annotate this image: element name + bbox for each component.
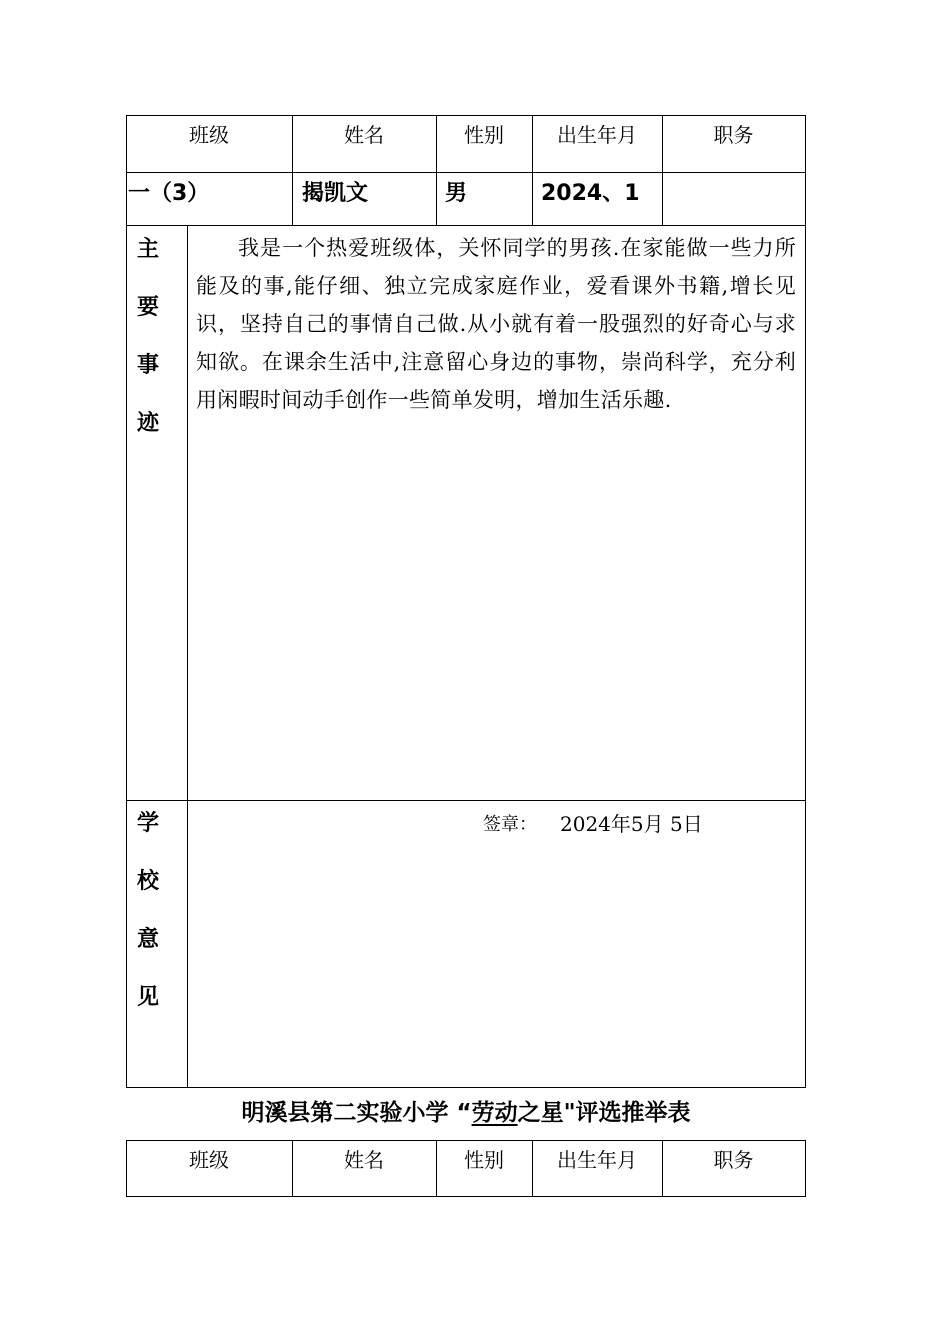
stamp-date: 2024年5月 5日 (560, 812, 703, 836)
cell-name: 揭凯文 (302, 181, 369, 206)
header-name: 姓名 (344, 123, 384, 147)
table2-header-gender: 性别 (464, 1148, 504, 1172)
header-class: 班级 (189, 123, 229, 147)
header-position: 职务 (713, 123, 754, 147)
form-title: 明溪县第二实验小学 “劳动之星"评选推举表 (241, 1100, 691, 1126)
cell-birth: 2024、1 (541, 181, 640, 206)
header-birth: 出生年月 (557, 123, 637, 147)
opinion-label: 学 校 意 见 (136, 811, 159, 1010)
header-gender: 性别 (464, 123, 504, 147)
table2-header-name: 姓名 (344, 1148, 384, 1172)
table2-header-class: 班级 (189, 1148, 229, 1172)
deeds-label: 主 要 事 迹 (136, 237, 159, 436)
cell-gender: 男 (445, 181, 468, 206)
table2-header-birth: 出生年月 (557, 1148, 637, 1172)
stamp-label: 签章： (483, 814, 537, 835)
cell-class: 一（3） (128, 181, 210, 206)
deeds-text: 我是一个热爱班级体，关怀同学的男孩.在家能做一些力所能及的事,能仔细、独立完成家庭作业，爱看课外书籍,增长见识，坚持自己的事情自己做.从小就有着一股强烈的好奇心与求知欲。在课余生活中,注意留心身边的事物，崇尚科学，充分利用闲暇时间动手创作一些简单发明，增加生活乐趣. (196, 236, 796, 412)
table2-header-position: 职务 (713, 1148, 754, 1172)
